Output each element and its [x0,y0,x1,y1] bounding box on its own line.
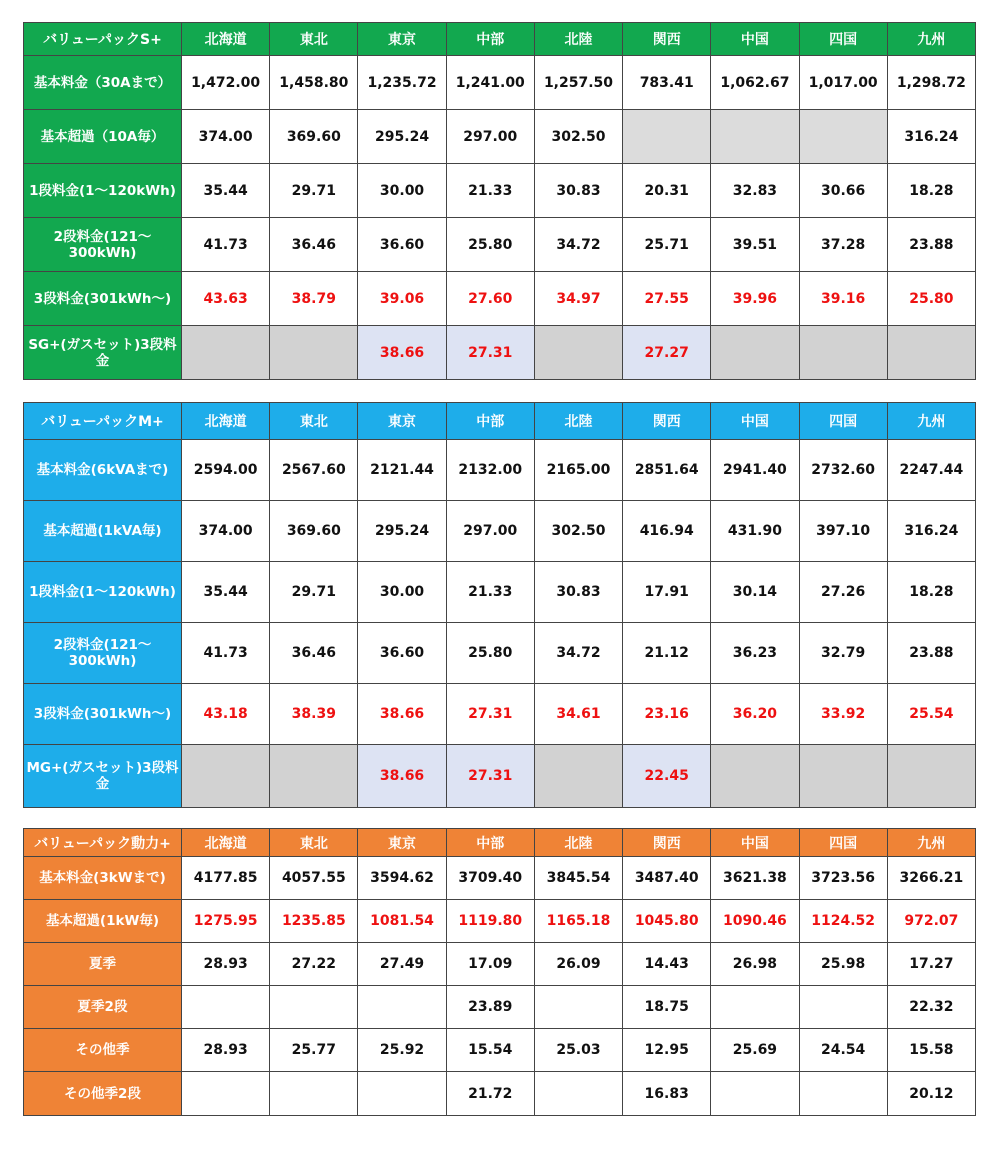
price-cell: 43.18 [182,684,270,745]
price-cell: 39.06 [358,272,446,326]
plan-title: バリューパック動力+ [24,829,182,857]
region-header: 中部 [446,403,534,440]
price-cell: 18.28 [887,562,975,623]
price-cell: 1,458.80 [270,56,358,110]
price-cell: 29.71 [270,164,358,218]
price-cell [182,326,270,380]
table-row [24,857,976,900]
price-cell [270,745,358,808]
price-cell: 3709.40 [446,857,534,900]
price-cell: 302.50 [534,501,622,562]
price-cell: 36.60 [358,218,446,272]
price-cell: 18.28 [887,164,975,218]
region-header: 北陸 [534,403,622,440]
table-row [24,272,976,326]
price-cell: 1165.18 [534,900,622,943]
price-cell: 1,472.00 [182,56,270,110]
price-cell: 20.31 [623,164,711,218]
price-cell [711,110,799,164]
region-header: 中国 [711,403,799,440]
price-cell: 12.95 [623,1029,711,1072]
row-label: その他季2段 [24,1072,182,1116]
table-row [24,943,976,986]
price-cell: 316.24 [887,501,975,562]
table-row [24,1029,976,1072]
price-cell: 26.98 [711,943,799,986]
region-header: 東北 [270,829,358,857]
region-header: 東北 [270,403,358,440]
price-cell: 30.83 [534,164,622,218]
price-cell: 27.55 [623,272,711,326]
price-cell: 25.69 [711,1029,799,1072]
price-cell: 3487.40 [623,857,711,900]
price-cell: 3266.21 [887,857,975,900]
price-cell: 25.80 [446,218,534,272]
row-label: 基本超過(1kVA毎) [24,501,182,562]
price-cell: 21.33 [446,164,534,218]
region-header: 中国 [711,829,799,857]
header-row [24,829,976,857]
price-cell [270,1072,358,1116]
price-cell: 21.72 [446,1072,534,1116]
region-header: 四国 [799,23,887,56]
price-cell: 22.32 [887,986,975,1029]
price-cell: 23.88 [887,623,975,684]
price-cell: 28.93 [182,1029,270,1072]
region-header: 九州 [887,829,975,857]
table-row [24,986,976,1029]
price-cell: 27.60 [446,272,534,326]
price-cell: 39.16 [799,272,887,326]
price-cell: 2567.60 [270,440,358,501]
price-cell: 18.75 [623,986,711,1029]
price-cell [711,326,799,380]
value-pack-power-plus-table [23,828,976,1116]
price-cell: 43.63 [182,272,270,326]
price-cell [534,1072,622,1116]
price-cell: 3621.38 [711,857,799,900]
price-cell [711,1072,799,1116]
price-cell: 2121.44 [358,440,446,501]
price-cell [799,986,887,1029]
region-header: 北陸 [534,23,622,56]
price-cell: 2851.64 [623,440,711,501]
price-cell: 41.73 [182,218,270,272]
value-pack-m-plus-table [23,402,976,808]
price-cell [358,986,446,1029]
price-cell [182,745,270,808]
price-cell: 38.66 [358,745,446,808]
price-cell: 3845.54 [534,857,622,900]
table-row [24,110,976,164]
price-cell: 2941.40 [711,440,799,501]
price-cell: 1,017.00 [799,56,887,110]
price-cell [711,745,799,808]
price-cell: 2732.60 [799,440,887,501]
price-cell [534,326,622,380]
price-cell: 17.09 [446,943,534,986]
region-header: 九州 [887,23,975,56]
table-row [24,745,976,808]
price-cell: 397.10 [799,501,887,562]
price-cell: 2165.00 [534,440,622,501]
price-cell: 39.96 [711,272,799,326]
table-row [24,562,976,623]
price-cell: 27.31 [446,326,534,380]
price-cell: 30.14 [711,562,799,623]
table-row [24,623,976,684]
price-cell: 27.26 [799,562,887,623]
region-header: 東京 [358,23,446,56]
price-cell: 36.46 [270,623,358,684]
price-cell: 1,298.72 [887,56,975,110]
price-cell [534,745,622,808]
price-cell: 374.00 [182,501,270,562]
price-cell [623,110,711,164]
price-cell: 25.54 [887,684,975,745]
price-cell [182,986,270,1029]
region-header: 関西 [623,23,711,56]
price-cell: 23.16 [623,684,711,745]
price-cell: 33.92 [799,684,887,745]
region-header: 中部 [446,829,534,857]
price-cell: 23.89 [446,986,534,1029]
price-cell: 39.51 [711,218,799,272]
region-header: 九州 [887,403,975,440]
region-header: 東北 [270,23,358,56]
price-cell: 16.83 [623,1072,711,1116]
price-cell: 316.24 [887,110,975,164]
price-cell [270,326,358,380]
price-cell: 4057.55 [270,857,358,900]
price-cell [270,986,358,1029]
price-cell: 38.39 [270,684,358,745]
price-cell: 34.72 [534,623,622,684]
region-header: 中部 [446,23,534,56]
price-cell: 1235.85 [270,900,358,943]
header-row [24,403,976,440]
price-cell: 36.20 [711,684,799,745]
price-cell: 35.44 [182,164,270,218]
price-cell: 37.28 [799,218,887,272]
row-label: MG+(ガスセット)3段料金 [24,745,182,808]
row-label: 1段料金(1～120kWh) [24,562,182,623]
table-row [24,900,976,943]
row-label: 1段料金(1～120kWh) [24,164,182,218]
value-pack-s-plus-table [23,22,976,380]
price-cell: 27.49 [358,943,446,986]
row-label: 基本料金（30Aまで） [24,56,182,110]
table-row [24,684,976,745]
table-row [24,440,976,501]
table-row [24,218,976,272]
price-cell: 25.80 [887,272,975,326]
price-cell: 17.91 [623,562,711,623]
price-cell: 431.90 [711,501,799,562]
price-cell: 3594.62 [358,857,446,900]
region-header: 中国 [711,23,799,56]
price-cell: 36.23 [711,623,799,684]
price-cell [711,986,799,1029]
region-header: 四国 [799,403,887,440]
table-row [24,501,976,562]
row-label: 3段料金(301kWh～) [24,272,182,326]
row-label: SG+(ガスセット)3段料金 [24,326,182,380]
region-header: 関西 [623,829,711,857]
price-cell: 30.66 [799,164,887,218]
price-cell [887,326,975,380]
price-cell: 1,257.50 [534,56,622,110]
row-label: 基本超過（10A毎） [24,110,182,164]
price-cell: 15.54 [446,1029,534,1072]
price-cell [799,745,887,808]
price-cell: 25.71 [623,218,711,272]
price-cell: 29.71 [270,562,358,623]
table-row [24,326,976,380]
region-header: 東京 [358,403,446,440]
row-label: 2段料金(121～300kWh) [24,218,182,272]
price-cell: 30.83 [534,562,622,623]
price-cell: 30.00 [358,164,446,218]
price-cell: 369.60 [270,110,358,164]
price-cell: 25.77 [270,1029,358,1072]
price-cell [799,110,887,164]
table-row [24,164,976,218]
price-cell: 30.00 [358,562,446,623]
price-cell: 1,241.00 [446,56,534,110]
row-label: 夏季 [24,943,182,986]
row-label: 夏季2段 [24,986,182,1029]
price-cell: 26.09 [534,943,622,986]
price-cell: 38.66 [358,326,446,380]
price-cell: 972.07 [887,900,975,943]
row-label: 3段料金(301kWh～) [24,684,182,745]
price-cell: 32.83 [711,164,799,218]
price-cell: 1275.95 [182,900,270,943]
region-header: 四国 [799,829,887,857]
price-cell: 1,062.67 [711,56,799,110]
row-label: その他季 [24,1029,182,1072]
price-cell: 25.03 [534,1029,622,1072]
region-header: 北海道 [182,23,270,56]
price-cell: 25.80 [446,623,534,684]
row-label: 基本料金(6kVAまで) [24,440,182,501]
price-cell [799,1072,887,1116]
row-label: 基本料金(3kWまで) [24,857,182,900]
price-cell: 22.45 [623,745,711,808]
plan-title: バリューパックS+ [24,23,182,56]
price-cell: 295.24 [358,501,446,562]
region-header: 北陸 [534,829,622,857]
price-cell: 23.88 [887,218,975,272]
price-cell: 27.31 [446,684,534,745]
price-cell: 297.00 [446,501,534,562]
price-cell: 21.12 [623,623,711,684]
price-cell: 32.79 [799,623,887,684]
price-cell: 1081.54 [358,900,446,943]
price-cell: 4177.85 [182,857,270,900]
price-cell: 374.00 [182,110,270,164]
price-cell: 15.58 [887,1029,975,1072]
plan-title: バリューパックM+ [24,403,182,440]
price-cell: 34.97 [534,272,622,326]
price-cell: 21.33 [446,562,534,623]
price-cell: 27.22 [270,943,358,986]
price-cell: 28.93 [182,943,270,986]
price-cell: 24.54 [799,1029,887,1072]
region-header: 関西 [623,403,711,440]
price-cell: 34.72 [534,218,622,272]
price-cell: 783.41 [623,56,711,110]
row-label: 基本超過(1kW毎) [24,900,182,943]
price-cell: 2132.00 [446,440,534,501]
price-cell [799,326,887,380]
header-row [24,23,976,56]
price-cell [182,1072,270,1116]
region-header: 北海道 [182,403,270,440]
price-cell: 25.98 [799,943,887,986]
price-cell: 25.92 [358,1029,446,1072]
price-cell: 35.44 [182,562,270,623]
price-cell: 416.94 [623,501,711,562]
price-cell: 1124.52 [799,900,887,943]
table-row [24,1072,976,1116]
price-cell: 27.27 [623,326,711,380]
price-cell: 41.73 [182,623,270,684]
price-cell: 2247.44 [887,440,975,501]
price-cell: 20.12 [887,1072,975,1116]
price-cell: 1,235.72 [358,56,446,110]
price-cell: 17.27 [887,943,975,986]
price-cell [534,986,622,1029]
table-row [24,56,976,110]
price-cell: 1090.46 [711,900,799,943]
row-label: 2段料金(121～300kWh) [24,623,182,684]
price-cell: 3723.56 [799,857,887,900]
price-cell: 1045.80 [623,900,711,943]
price-cell [887,745,975,808]
price-cell: 1119.80 [446,900,534,943]
price-cell: 36.60 [358,623,446,684]
price-cell: 2594.00 [182,440,270,501]
price-cell [358,1072,446,1116]
price-cell: 302.50 [534,110,622,164]
price-cell: 369.60 [270,501,358,562]
region-header: 北海道 [182,829,270,857]
price-cell: 295.24 [358,110,446,164]
region-header: 東京 [358,829,446,857]
price-cell: 297.00 [446,110,534,164]
price-cell: 38.79 [270,272,358,326]
price-cell: 34.61 [534,684,622,745]
price-cell: 38.66 [358,684,446,745]
price-cell: 27.31 [446,745,534,808]
price-cell: 14.43 [623,943,711,986]
price-cell: 36.46 [270,218,358,272]
